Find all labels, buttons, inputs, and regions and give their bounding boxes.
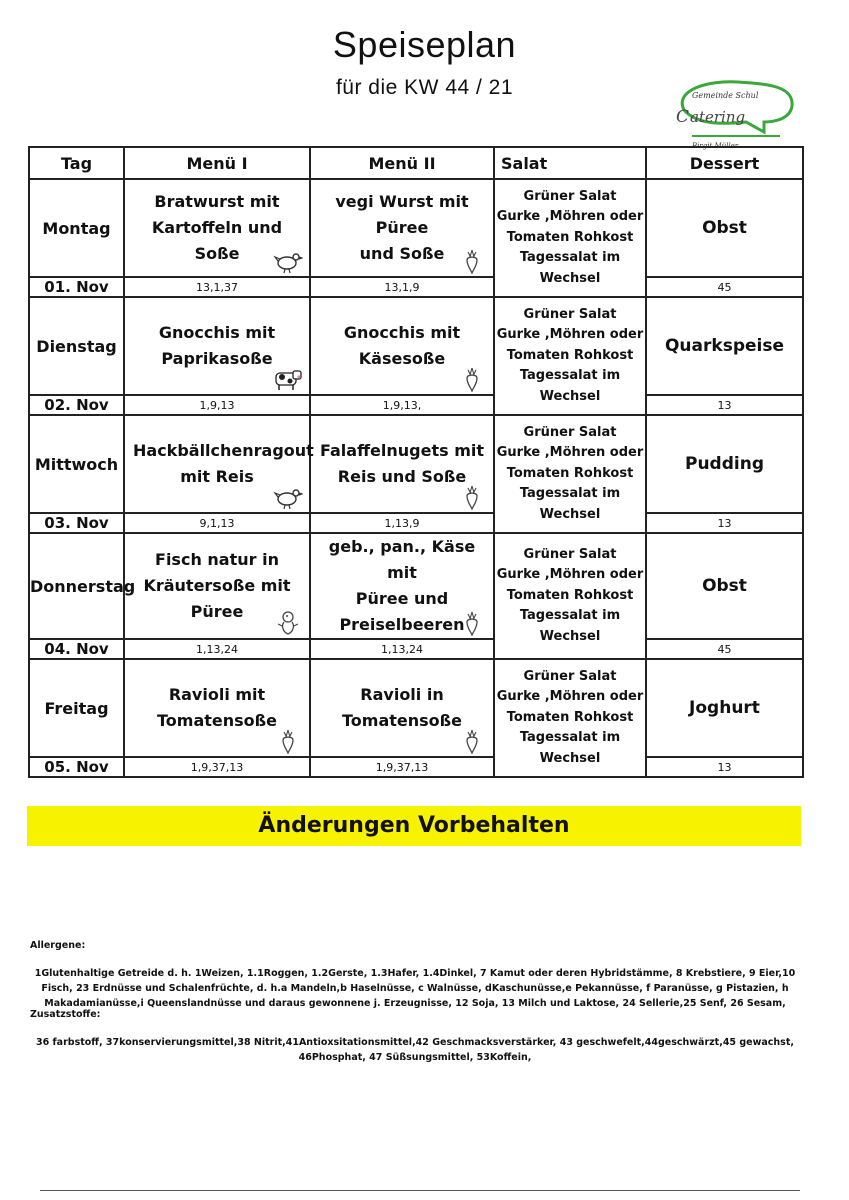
day-date: 04. Nov [29, 639, 124, 659]
beet-icon [457, 248, 487, 274]
day-name: Freitag [29, 659, 124, 757]
menu2-text: geb., pan., Käse mit [328, 537, 476, 582]
salat-line: Gurke ,Möhren oder [496, 327, 644, 343]
salat-line: Grüner Salat [523, 188, 617, 204]
salat-cell [494, 415, 646, 533]
menu1-text: Kartoffeln und Soße [151, 218, 283, 263]
menu2-codes: 1,13,9 [310, 513, 494, 533]
table-header-row [29, 147, 803, 179]
menu2-codes: 13,1,9 [310, 277, 494, 297]
header-menu2: Menü II [310, 147, 494, 179]
beet-icon [457, 610, 487, 636]
page-subtitle: für die KW 44 / 21 [335, 76, 514, 99]
menu2-text: Käsesoße [358, 349, 446, 368]
menu2-text: vegi Wurst mit Püree [335, 192, 469, 237]
salat-line: Tomaten Rohkost [506, 587, 634, 603]
salat-cell [494, 297, 646, 415]
logo-line1: Gemeinde Schul [692, 91, 759, 100]
changes-reserved-banner: Änderungen Vorbehalten [27, 806, 801, 846]
codes-row [29, 277, 803, 297]
menu1-codes: 13,1,37 [124, 277, 310, 297]
menu2-codes: 1,9,13, [310, 395, 494, 415]
menu1-text: Ravioli mit [168, 685, 266, 704]
menu1-text: Gnocchis mit [158, 323, 276, 342]
salat-cell [494, 533, 646, 659]
beet-icon [457, 366, 487, 392]
salat-line: Tagessalat im [519, 250, 621, 266]
day-row [29, 533, 803, 639]
salat-line: Tagessalat im [519, 730, 621, 746]
menu1-text: Tomatensoße [156, 711, 277, 730]
salat-cell [494, 179, 646, 297]
salat-line: Tomaten Rohkost [506, 465, 634, 481]
menu1-text: Paprikasoße [161, 349, 273, 368]
salat-line: Gurke ,Möhren oder [496, 689, 644, 705]
header-dessert: Dessert [646, 147, 803, 179]
menu2-codes: 1,13,24 [310, 639, 494, 659]
salat-line: Tomaten Rohkost [506, 229, 634, 245]
salat-line: Grüner Salat [523, 306, 617, 322]
allergene-text: 1Glutenhaltige Getreide d. h. 1Weizen, 1.1Roggen, 1.2Gerste, 1.3Hafer, 1.4Dinkel, 7 Kamut oder deren Hybridstämme, 8 Krebstiere, 9 Eier,10 Fisch, 23 Erdnüsse und Schalenfrüchte, d. h.a Mandeln,b Haselnüsse, c Walnüsse, dKaschunüsse,e Pekannüsse, f Paranüsse, g Pistazien, h Makadamianüsse,i Queenslandnüsse und daraus gewonnene j. Erzeugnisse, 12 Soja, 13 Milch und Laktose, 24 Sellerie,25 Senf, 26 Sesam, [34, 968, 796, 1009]
allergene-heading: Allergene: [30, 940, 86, 951]
menu1-codes: 9,1,13 [124, 513, 310, 533]
dessert-codes: 45 [646, 277, 803, 297]
menu1-codes: 1,13,24 [124, 639, 310, 659]
beet-icon [273, 728, 303, 754]
dessert-cell: Pudding [646, 415, 803, 513]
menu1-codes: 1,9,37,13 [124, 757, 310, 777]
logo-owner: Birgit Müller [692, 142, 739, 150]
menu2-text: Tomatensoße [341, 711, 462, 730]
menu2-text: Püree und [355, 589, 449, 608]
day-date: 02. Nov [29, 395, 124, 415]
catering-logo [668, 76, 800, 154]
salat-line: Grüner Salat [523, 668, 617, 684]
day-name: Donnerstag [29, 533, 124, 639]
beet-icon [457, 484, 487, 510]
codes-row [29, 395, 803, 415]
menu1-cell [124, 533, 310, 639]
logo-main-b: C [676, 107, 690, 127]
menu2-cell [310, 179, 494, 277]
day-row [29, 415, 803, 513]
salat-line: Wechsel [539, 506, 601, 522]
chicken-icon [273, 484, 303, 510]
dessert-cell: Quarkspeise [646, 297, 803, 395]
header-tag: Tag [29, 147, 124, 179]
day-row [29, 659, 803, 757]
menu-table [28, 146, 804, 778]
header-menu1: Menü I [124, 147, 310, 179]
menu1-codes: 1,9,13 [124, 395, 310, 415]
menu1-cell [124, 415, 314, 513]
menu2-text: Reis und Soße [337, 467, 467, 486]
menu1-text: Püree [190, 602, 244, 621]
menu1-text: mit Reis [180, 467, 254, 486]
scan-edge-line [40, 1190, 800, 1191]
menu1-text: Kräutersoße mit [143, 576, 291, 595]
salat-line: Gurke ,Möhren oder [496, 445, 644, 461]
day-name: Montag [29, 179, 124, 277]
day-name: Dienstag [29, 297, 124, 395]
salat-line: Wechsel [539, 628, 601, 644]
logo-main-b-text: atering [690, 108, 746, 126]
dessert-codes: 13 [646, 513, 803, 533]
day-name: Mittwoch [29, 415, 124, 513]
day-date: 01. Nov [29, 277, 124, 297]
menu1-text: Bratwurst mit [154, 192, 280, 211]
salat-line: Tomaten Rohkost [506, 347, 634, 363]
codes-row [29, 513, 803, 533]
menu1-text: Hackbällchenragout [133, 441, 314, 460]
zusatzstoffe-text: 36 farbstoff, 37konservierungsmittel,38 Nitrit,41Antioxsitationsmittel,42 Geschmacksverstärker, 43 geschwefelt,44geschwärzt,45 gewachst, 46Phosphat, 47 Süßsungsmittel, 53Koffein, [36, 1037, 794, 1063]
menu2-cell [310, 297, 494, 395]
dessert-cell: Obst [646, 533, 803, 639]
dessert-cell: Joghurt [646, 659, 803, 757]
day-row [29, 297, 803, 395]
chicken-icon [273, 248, 303, 274]
menu2-text: Falaffelnugets mit [320, 441, 484, 460]
fish-icon [273, 610, 303, 636]
menu2-text: und Soße [359, 244, 445, 263]
dessert-cell: Obst [646, 179, 803, 277]
dessert-codes: 13 [646, 757, 803, 777]
menu1-cell [124, 179, 310, 277]
salat-cell [494, 659, 646, 777]
cow-icon [273, 366, 303, 392]
dessert-codes: 45 [646, 639, 803, 659]
salat-line: Gurke ,Möhren oder [496, 209, 644, 225]
menu1-cell [124, 297, 310, 395]
codes-row [29, 639, 803, 659]
menu2-codes: 1,9,37,13 [310, 757, 494, 777]
zusatzstoffe-heading: Zusatzstoffe: [30, 1009, 101, 1020]
beet-icon [457, 728, 487, 754]
salat-line: Tagessalat im [519, 486, 621, 502]
salat-line: Tagessalat im [519, 368, 621, 384]
codes-row [29, 757, 803, 777]
day-row [29, 179, 803, 277]
menu2-cell [310, 533, 494, 639]
salat-line: Gurke ,Möhren oder [496, 567, 644, 583]
day-date: 05. Nov [29, 757, 124, 777]
menu1-cell [124, 659, 310, 757]
day-date: 03. Nov [29, 513, 124, 533]
salat-line: Grüner Salat [523, 424, 617, 440]
salat-line: Tagessalat im [519, 608, 621, 624]
dessert-codes: 13 [646, 395, 803, 415]
menu2-text: Preiselbeeren [339, 615, 465, 634]
menu2-text: Gnocchis mit [343, 323, 461, 342]
menu2-text: Ravioli in [360, 685, 444, 704]
header-salat: Salat [494, 147, 646, 179]
salat-line: Wechsel [539, 388, 601, 404]
menu2-cell [310, 659, 494, 757]
salat-line: Wechsel [539, 270, 601, 286]
salat-line: Grüner Salat [523, 546, 617, 562]
salat-line: Wechsel [539, 750, 601, 766]
menu1-text: Fisch natur in [155, 550, 279, 569]
page-title: Speiseplan [332, 24, 517, 65]
salat-line: Tomaten Rohkost [506, 709, 634, 725]
menu2-cell [310, 415, 494, 513]
